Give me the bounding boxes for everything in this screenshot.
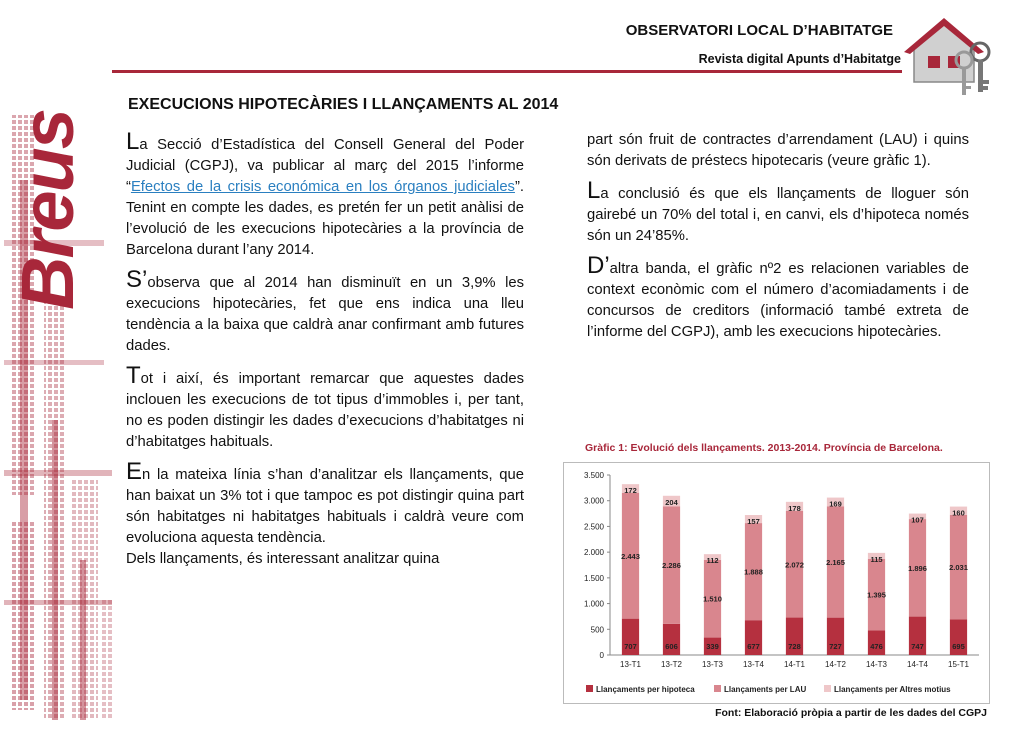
paragraph-text: n la mateixa línia s’han d’analitzar els llançaments, que han baixat un 3% tot i que tampoc es pot distingir quina part són habitatges ni habitatges habituals i caldrà veure com evoluciona aquesta tendència.: [126, 467, 524, 546]
legend-label: Llançaments per Altres motius: [834, 685, 951, 694]
data-label: 1.510: [703, 594, 722, 604]
paragraph-5: [126, 549, 524, 570]
stacked-bar-chart: [564, 463, 989, 703]
y-tick-label: 2.000: [583, 548, 604, 558]
paragraph-text: altra banda, el gràfic nº2 es relacionen variables de context econòmic com el número d’acomiadaments i de concursos de creditors (informació també extreta de l’informe del CGPJ), amb les execucions hipotecàries.: [587, 261, 969, 340]
sidebar-decoration: [0, 0, 115, 731]
data-label: 2.031: [949, 563, 968, 573]
data-label: 178: [788, 503, 801, 513]
x-tick-label: 15-T1: [948, 660, 969, 669]
y-tick-label: 0: [599, 651, 604, 660]
paragraph-6: [587, 130, 969, 172]
paragraph-7: [587, 177, 969, 247]
paragraph-1: [126, 128, 524, 261]
house-keys-icon: [902, 12, 1002, 102]
source-note: Font: Elaboració pròpia a partir de les dades del CGPJ: [715, 707, 987, 719]
paragraph-text: a conclusió és que els llançaments de lloguer són gairebé un 70% del total i, en canvi, els d’hipoteca només són un 24’85%.: [587, 186, 969, 244]
drop-initial: D’: [587, 252, 610, 279]
paragraph-4: [126, 458, 524, 549]
data-label: 160: [952, 508, 965, 518]
drop-initial: L: [587, 177, 601, 204]
data-label: 204: [665, 497, 678, 507]
data-label: 1.888: [744, 567, 763, 577]
paragraph-text: ”. Tenint en compte les dades, es pretén fer un petit anàlisi de l’evolució de les execucions hipotecàries a la província de Barcelona durant l’any 2014.: [126, 179, 524, 258]
legend-label: Llançaments per LAU: [724, 685, 807, 694]
brand-word: Breus: [6, 110, 89, 310]
legend-swatch: [714, 685, 721, 692]
data-label: 2.443: [621, 551, 640, 561]
article-title: EXECUCIONS HIPOTECÀRIES I LLANÇAMENTS AL 2014: [128, 96, 559, 113]
data-label: 1.395: [867, 590, 886, 600]
data-label: 2.286: [662, 561, 681, 571]
data-label: 727: [829, 642, 842, 651]
y-tick-label: 1.500: [583, 573, 604, 583]
drop-initial: T: [126, 362, 141, 389]
report-link[interactable]: Efectos de la crisis económica en los órganos judiciales: [130, 179, 515, 195]
data-label: 2.165: [826, 557, 845, 567]
paragraph-text: observa que al 2014 han disminuït en un 3,9% les execucions hipotecàries, fet que ens indica una lleu tendència a la baixa que caldrà anar confirmant amb futures dades.: [126, 275, 524, 354]
drop-initial: L: [126, 128, 140, 155]
header-divider: [112, 70, 902, 73]
left-column: [126, 128, 524, 580]
data-label: 476: [870, 642, 883, 651]
chart-caption: Gràfic 1: Evolució dels llançaments. 2013-2014. Província de Barcelona.: [585, 442, 943, 454]
data-label: 606: [665, 642, 678, 651]
data-label: 107: [911, 515, 924, 525]
data-label: 695: [952, 642, 965, 651]
paragraph-8: [587, 252, 969, 343]
data-label: 677: [747, 642, 760, 651]
data-label: 172: [624, 486, 637, 496]
x-tick-label: 14-T3: [866, 660, 887, 669]
data-label: 112: [706, 556, 719, 566]
data-label: 747: [911, 642, 924, 651]
paragraph-text: part són fruit de contractes d’arrendament (LAU) i quins són derivats de préstecs hipotecaris (veure gràfic 1).: [587, 132, 969, 169]
y-tick-label: 3.000: [583, 496, 604, 506]
y-tick-label: 3.500: [583, 471, 604, 480]
x-tick-label: 13-T1: [620, 660, 641, 669]
chart-container: [563, 462, 990, 704]
paragraph-text: Dels llançaments, és interessant analitzar quina: [126, 551, 440, 567]
x-tick-label: 13-T2: [661, 660, 682, 669]
y-tick-label: 1.000: [583, 599, 604, 609]
legend-swatch: [824, 685, 831, 692]
data-label: 2.072: [785, 560, 804, 570]
drop-initial: S’: [126, 266, 148, 293]
data-label: 339: [706, 642, 719, 651]
paragraph-text: a Secció d’Estadística del Consell General del Poder Judicial (CGPJ), va publicar al març del 2015 l’informe “: [126, 137, 524, 195]
legend-swatch: [586, 685, 593, 692]
x-tick-label: 14-T4: [907, 660, 928, 669]
header-subtitle: Revista digital Apunts d’Habitatge: [698, 52, 901, 66]
x-tick-label: 14-T1: [784, 660, 805, 669]
data-label: 169: [829, 499, 842, 509]
paragraph-3: [126, 362, 524, 453]
y-tick-label: 2.500: [583, 522, 604, 532]
x-tick-label: 13-T4: [743, 660, 764, 669]
legend-label: Llançaments per hipoteca: [596, 685, 695, 694]
data-label: 1.896: [908, 563, 927, 573]
right-column: [587, 130, 969, 353]
header-title: OBSERVATORI LOCAL D’HABITATGE: [625, 22, 893, 39]
paragraph-2: [126, 266, 524, 357]
data-label: 707: [624, 642, 637, 651]
x-tick-label: 13-T3: [702, 660, 723, 669]
data-label: 728: [788, 642, 801, 651]
paragraph-text: ot i així, és important remarcar que aquestes dades inclouen les execucions de tot tipus d’immobles i, per tant, no es poden distingir les dades d’execucions d’habitatges ni d’habitatges habituals.: [126, 371, 524, 450]
y-tick-label: 500: [590, 625, 604, 635]
drop-initial: E: [126, 458, 143, 485]
x-tick-label: 14-T2: [825, 660, 846, 669]
data-label: 157: [747, 517, 760, 527]
data-label: 115: [870, 554, 883, 564]
